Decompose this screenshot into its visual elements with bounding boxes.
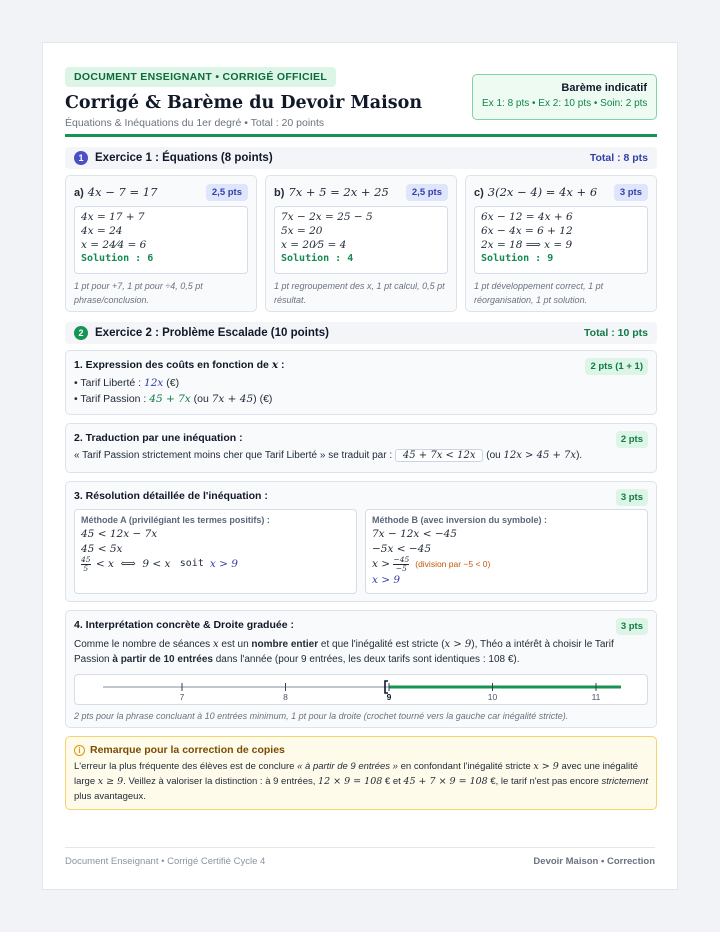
method-b-box [365,509,648,594]
part4-title: 4. Interprétation concrète & Droite graduée : [74,619,294,631]
points-badge: 3 pts [616,489,648,506]
card-equation: 3(2x − 4) = 4x + 6 [487,185,598,199]
card-equation: 4x − 7 = 17 [87,185,158,199]
page-title: Corrigé & Barème du Devoir Maison [65,93,423,113]
solution-line: Solution : 9 [481,253,554,264]
method-line: 7x − 12x < −45 [372,528,457,540]
points-badge: 3 pts [614,184,648,201]
remark-header [74,744,648,756]
exercise2-header [65,322,657,344]
method-line: x > −45 −5 (division par −5 < 0) [372,555,491,573]
work-line: x = 20⁄5 = 4 [281,239,347,251]
bareme-title: Barème indicatif [561,82,647,94]
tick-label: 8 [283,692,288,702]
work-line: 6x − 4x = 6 + 12 [481,225,573,237]
exercise1-cards [65,175,657,312]
document-badge: DOCUMENT ENSEIGNANT • CORRIGÉ OFFICIEL [65,67,336,87]
work-line: 4x = 24 [81,225,123,237]
solution-line: Solution : 6 [81,253,154,264]
points-badge: 2 pts (1 + 1) [585,358,648,375]
exercise1-header [65,147,657,169]
footer-right: Devoir Maison • Correction [533,856,655,867]
method-line: −5x < −45 [372,542,432,555]
tarif-passion-line: • Tarif Passion : 45 + 7x (ou 7x + 45) (€) [74,393,273,405]
method-line: 45 < 12x − 7x [81,528,158,540]
work-line: 4x = 17 + 7 [81,211,145,223]
bareme-detail: Ex 1: 8 pts • Ex 2: 10 pts • Soin: 2 pts [482,98,648,109]
work-line: 7x − 2x = 25 − 5 [281,211,373,223]
part3-block [65,481,657,602]
footer-left: Document Enseignant • Corrigé Certifié Cycle 4 [65,856,266,867]
card-label: b) [274,187,285,199]
part4-block [65,610,657,728]
points-badge: 2,5 pts [406,184,448,201]
part2-title: 2. Traduction par une inéquation : [74,432,243,444]
work-line: 6x − 12 = 4x + 6 [481,211,573,223]
grading-note: 1 pt développement correct, 1 pt réorganisation, 1 pt solution. [474,281,604,305]
bareme-box [472,74,657,120]
points-badge: 3 pts [616,618,648,635]
exercise2-title: Exercice 2 : Problème Escalade (10 points) [95,327,329,339]
header [65,67,657,147]
document-content [65,67,657,810]
exercise1-card-a [65,175,257,312]
tick-label: 11 [591,692,601,702]
number-line [74,674,648,705]
grading-note: 1 pt regroupement des x, 1 pt calcul, 0,5 pt résultat. [274,281,445,305]
part4-text: Comme le nombre de séances x est un nombre entier et que l'inégalité est stricte (x > 9), Théo a intérêt à choisir le Tarif Passion à partir de 10 entrées dans l'année (pour 9 entrées, les deux tarifs sont identiques : 108 €). [74,639,614,665]
exercise1-title: Exercice 1 : Équations (8 points) [95,152,273,164]
part4-footnote: 2 pts pour la phrase concluant à 10 entrées minimum, 1 pt pour la droite (crochet tourné vers la gauche car inégalité stricte). [74,711,569,721]
method-line: 45 < 5x [81,542,123,555]
work-line: 5x = 20 [281,225,323,237]
part2-text: « Tarif Passion strictement moins cher que Tarif Liberté » se traduit par : 45 + 7x < 12x (ou 12x > 45 + 7x). [74,450,583,461]
tick-label: 10 [487,692,498,702]
method-a-title: Méthode A (privilégiant les termes positifs) : [81,515,270,525]
part2-block [65,423,657,473]
tick-label: 7 [179,692,185,702]
method-line: 45 5 < x ⟺ 9 < x soit x > 9 [81,555,238,573]
exercise2-total: Total : 10 pts [584,327,648,339]
work-line: x = 24⁄4 = 6 [81,239,147,251]
exercise1-card-c [465,175,657,312]
inequality-box: 45 + 7x < 12x [395,449,484,462]
number-line-graphic [75,675,649,704]
card-label: c) [474,187,484,199]
card-label: a) [74,187,84,199]
page-subtitle: Équations & Inéquations du 1er degré • Total : 20 points [65,117,325,129]
exercise2-number: 2 [74,326,88,340]
exercise1-number: 1 [74,151,88,165]
method-a-box [74,509,357,594]
part1-title: 1. Expression des coûts en fonction de x : [74,359,285,371]
points-badge: 2 pts [616,431,648,448]
tarif-liberte-line: • Tarif Liberté : 12x (€) [74,377,180,389]
remark-title: Remarque pour la correction de copies [90,744,285,756]
method-result: x > 9 [372,574,401,586]
exercise1-total: Total : 8 pts [589,152,648,164]
remark-box [65,736,657,810]
method-b-title: Méthode B (avec inversion du symbole) : [372,515,548,525]
solution-line: Solution : 4 [281,253,354,264]
part3-title: 3. Résolution détaillée de l'inéquation : [74,490,268,502]
points-badge: 2,5 pts [206,184,248,201]
tick-label: 9 [386,692,392,702]
document-page [42,42,678,890]
work-box [74,206,248,274]
info-icon: i [74,745,85,756]
footer [65,847,655,867]
grading-note: 1 pt pour +7, 1 pt pour ÷4, 0,5 pt phrase/conclusion. [74,281,203,305]
exercise1-card-b [265,175,457,312]
work-box [274,206,448,274]
work-line: 2x = 18 ⟹ x = 9 [481,239,573,251]
remark-text: L'erreur la plus fréquente des élèves est de conclure « à partir de 9 entrées » en confondant l'inégalité stricte x > 9 avec une inégalité large x ≥ 9. Veillez à valoriser la distinction : à 9 entrées, 12 × 9 = 108 € et 45 + 7 × 9 = 108 €, le tarif n'est pas encore strictement plus avantageux. [74,761,648,802]
part1-block [65,350,657,415]
work-box [474,206,648,274]
division-note: (division par −5 < 0) [415,559,491,570]
card-equation: 7x + 5 = 2x + 25 [288,185,389,199]
